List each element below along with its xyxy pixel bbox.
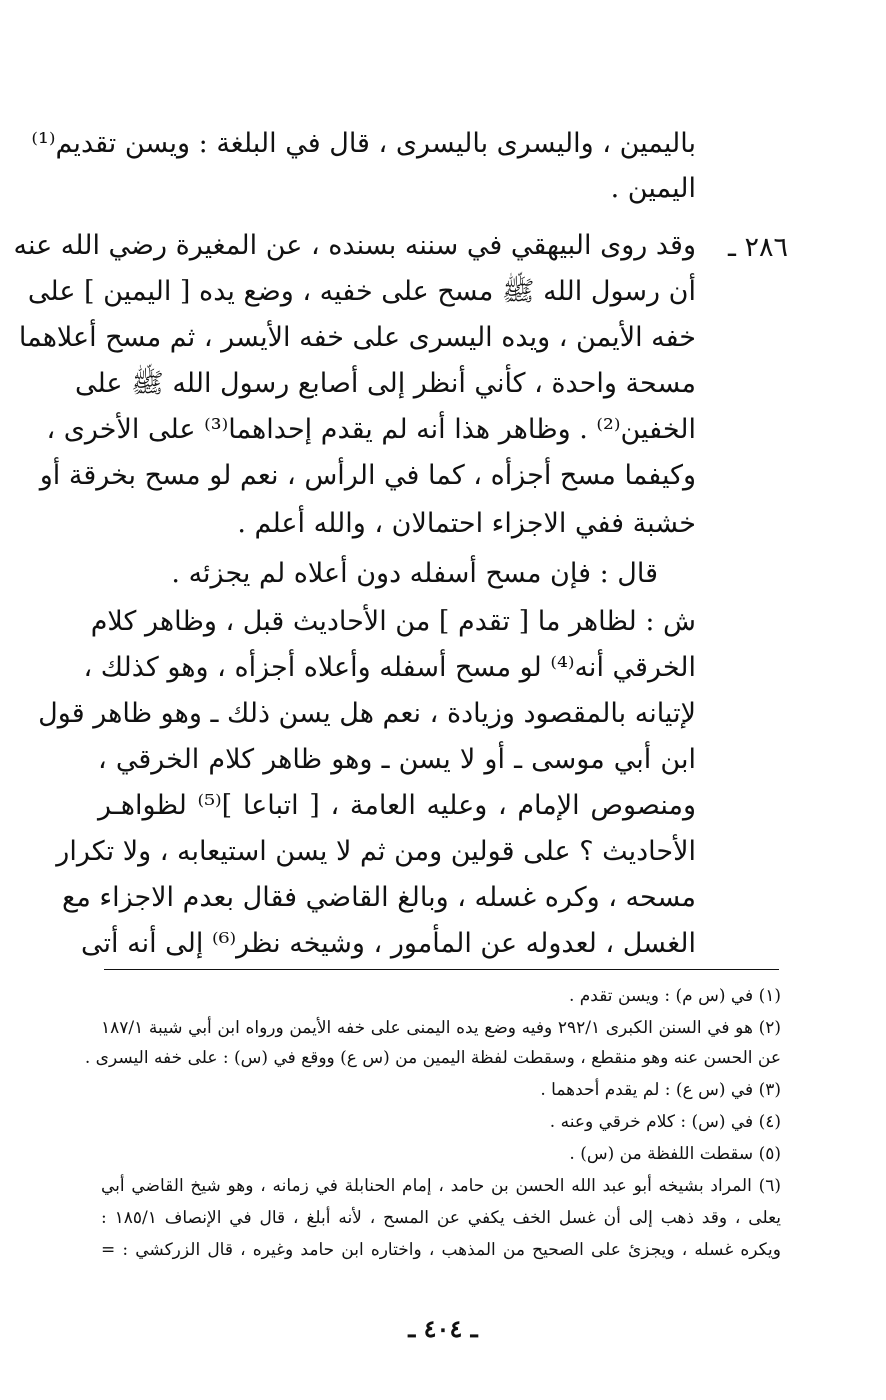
footnote-6-cont: يعلى ، وقد ذهب إلى أن غسل الخف يكفي عن المسح ، لأنه أبلغ ، قال في الإنصاف ١٨٥/١ : <box>101 1208 782 1228</box>
footnote-2-cont: عن الحسن عنه وهو منقطع ، وسقطت لفظة اليمين من (س ع) ووقع في (س) : على خفه اليسرى . <box>84 1048 781 1068</box>
body-line-14: ابن أبي موسى ـ أو لا يسن ـ وهو ظاهر كلام الخرقي ، <box>98 744 696 775</box>
body-line-8: وكيفما مسح أجزأه ، كما في الرأس ، نعم لو مسح بخرقة أو <box>39 460 696 491</box>
body-line-1: باليمين ، واليسرى باليسرى ، قال في البلغة : ويسن تقديم⁽¹⁾ <box>31 128 696 159</box>
body-line-2: اليمين . <box>610 173 696 204</box>
item-number: ٢٨٦ ـ <box>727 232 788 263</box>
body-line-3: وقد روى البيهقي في سننه بسنده ، عن المغيرة رضي الله عنه <box>13 230 696 261</box>
body-line-11: ش : لظاهر ما [ تقدم ] من الأحاديث قبل ، وظاهر كلام <box>90 606 696 637</box>
footnote-2: (٢) هو في السنن الكبرى ٢٩٢/١ وفيه وضع يده اليمنى على خفه الأيمن ورواه ابن أبي شيبة ١٨٧/١ <box>101 1018 781 1038</box>
body-line-6: مسحة واحدة ، كأني أنظر إلى أصابع رسول الله ﷺ على <box>74 368 696 399</box>
body-line-13: لإتيانه بالمقصود وزيادة ، نعم هل يسن ذلك ـ وهو ظاهر قول <box>38 698 696 729</box>
footnote-6-cont-2: ويكره غسله ، ويجزئ على الصحيح من المذهب ، واختاره ابن حامد وغيره ، قال الزركشي : = <box>101 1240 781 1260</box>
body-line-10: قال : فإن مسح أسفله دون أعلاه لم يجزئه . <box>171 558 658 589</box>
body-line-7: الخفين⁽²⁾ . وظاهر هذا أنه لم يقدم إحداهما⁽³⁾ على الأخرى ، <box>46 414 696 445</box>
body-line-16: الأحاديث ؟ على قولين ومن ثم لا يسن استيعابه ، ولا تكرار <box>56 836 696 867</box>
body-line-18: الغسل ، لعدوله عن المأمور ، وشيخه نظر⁽⁶⁾ إلى أنه أتى <box>81 928 696 959</box>
page-number: ـ ٤٠٤ ـ <box>408 1314 478 1343</box>
footnote-6: (٦) المراد بشيخه أبو عبد الله الحسن بن حامد ، إمام الحنابلة في زمانه ، وهو شيخ القاضي أبي <box>101 1176 781 1196</box>
footnote-5: (٥) سقطت اللفظة من (س) . <box>569 1144 781 1164</box>
footnote-4: (٤) في (س) : كلام خرقي وعنه . <box>549 1112 781 1132</box>
footnote-1: (١) في (س م) : ويسن تقدم . <box>568 986 781 1006</box>
footnote-divider <box>104 969 779 970</box>
body-line-17: مسحه ، وكره غسله ، وبالغ القاضي فقال بعدم الاجزاء مع <box>61 882 696 913</box>
footnote-3: (٣) في (س ع) : لم يقدم أحدهما . <box>540 1080 781 1100</box>
body-line-4: أن رسول الله ﷺ مسح على خفيه ، وضع يده [ اليمين ] على <box>27 276 696 307</box>
body-line-12: الخرقي أنه⁽⁴⁾ لو مسح أسفله وأعلاه أجزأه ، وهو كذلك ، <box>83 652 696 683</box>
body-line-9: خشبة ففي الاجزاء احتمالان ، والله أعلم . <box>237 508 696 539</box>
body-line-15: ومنصوص الإمام ، وعليه العامة ، [ اتباعا ]⁽⁵⁾ لظواهـر <box>98 790 696 821</box>
body-line-5: خفه الأيمن ، ويده اليسرى على خفه الأيسر ، ثم مسح أعلاهما <box>18 322 696 353</box>
